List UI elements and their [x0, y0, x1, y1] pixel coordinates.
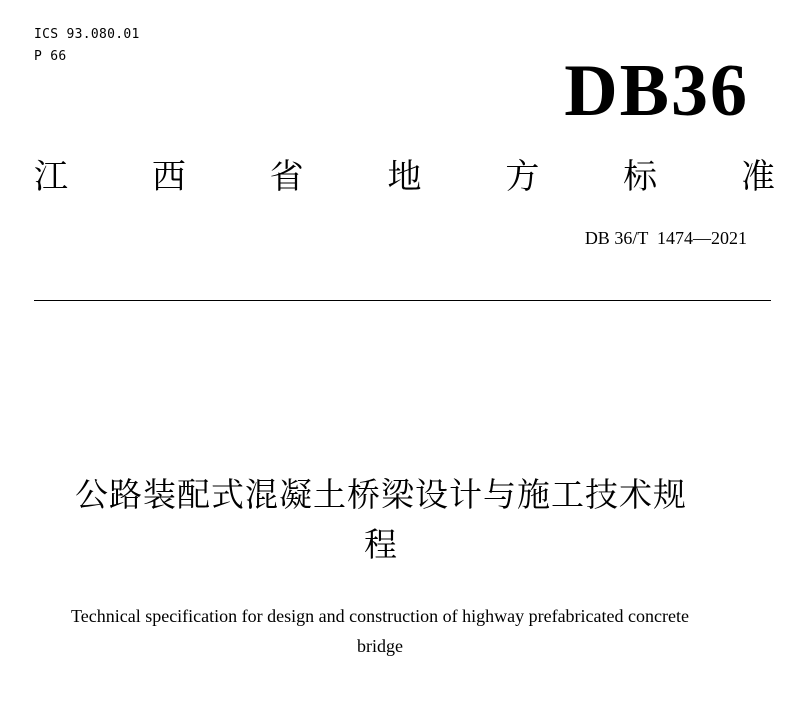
header-divider [34, 300, 771, 301]
english-title-line: Technical specification for design and construction of highway prefabricated concrete [71, 606, 689, 626]
chinese-title-line: 程 [364, 525, 398, 564]
standard-type-char: 标 [623, 157, 658, 197]
ics-code: ICS 93.080.01 [34, 27, 140, 42]
standard-type-char: 准 [740, 157, 775, 197]
standard-type-char: 江 [34, 157, 68, 197]
ccs-code: P 66 [34, 49, 67, 64]
classification-codes [34, 24, 140, 68]
english-title-line: bridge [357, 636, 403, 656]
standard-number: DB 36/T 1474—2021 [584, 228, 747, 248]
english-title [0, 601, 760, 661]
standard-code-mark: DB36 [564, 50, 749, 132]
standard-type-char: 方 [505, 157, 540, 197]
chinese-title [16, 470, 746, 570]
standard-type-char: 西 [151, 157, 186, 197]
standard-type-char: 地 [387, 157, 422, 197]
standard-type-char: 省 [269, 157, 304, 197]
chinese-title-line: 公路装配式混凝土桥梁设计与施工技术规 [75, 475, 687, 514]
standard-type-heading [34, 152, 775, 202]
